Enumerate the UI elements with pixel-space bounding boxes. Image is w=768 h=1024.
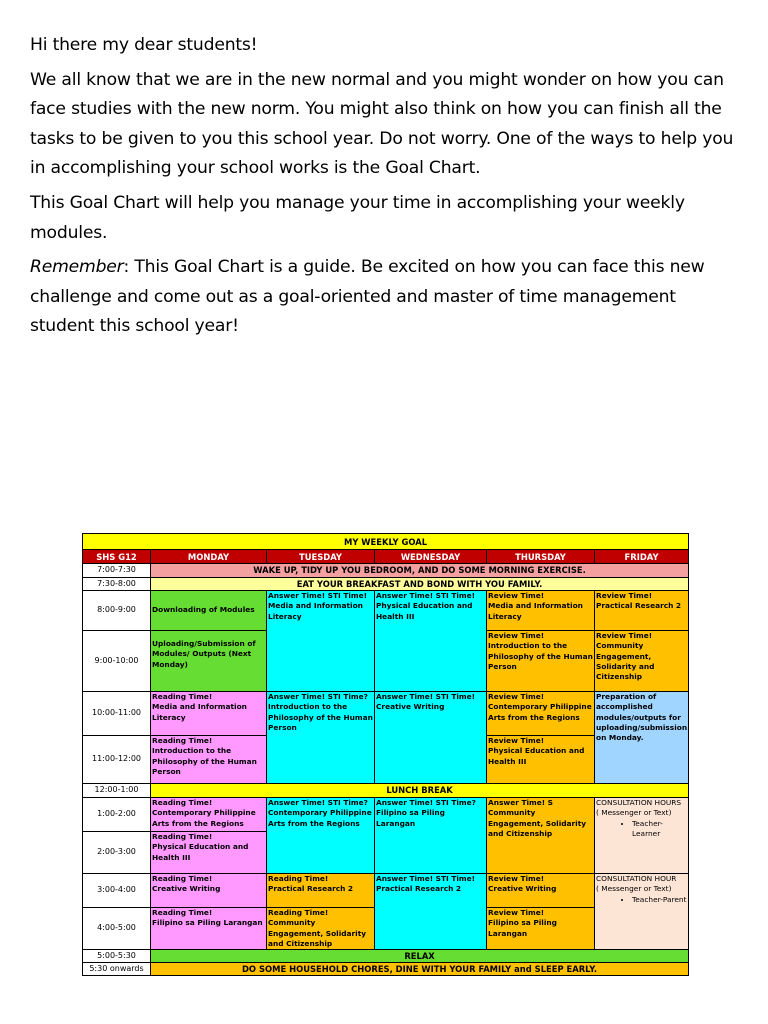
cell-subject: Physical Education and Health III <box>488 746 585 766</box>
schedule-cell <box>487 736 595 784</box>
cell-subject: Filipino sa Piling Larangan <box>152 918 263 928</box>
chart-title: MY WEEKLY GOAL <box>83 534 689 550</box>
schedule-cell <box>267 798 375 874</box>
intro-paragraph-2: This Goal Chart will help you manage your time in accomplishing your weekly modules. <box>30 192 685 243</box>
cell-subject: Media and Information Literacy <box>488 601 583 621</box>
schedule-cell <box>487 591 595 631</box>
consultation-list <box>596 895 687 905</box>
cell-subject: Community Engagement, Solidarity and Citizenship <box>268 918 367 948</box>
cell-text: Downloading of Modules <box>152 605 255 615</box>
cell-subject: Community Engagement, Solidarity and Citizenship <box>596 641 655 682</box>
schedule-cell <box>151 832 267 874</box>
schedule-cell <box>375 692 487 784</box>
schedule-cell <box>375 798 487 874</box>
cell-title: Review Time! <box>488 631 545 640</box>
cell-subject: Introduction to the Philosophy of the Human Person <box>152 746 257 776</box>
schedule-cell <box>151 874 267 908</box>
cell-title: Answer Time! STI Time! <box>376 874 476 883</box>
cell-subject: Physical Education and Health III <box>152 842 249 862</box>
schedule-cell <box>595 591 689 631</box>
schedule-cell <box>151 692 267 736</box>
cell-title: Answer Time! STI Time! <box>376 692 476 701</box>
cell-subject: Community Engagement, Solidarity and Citizenship <box>488 808 587 838</box>
relax-banner: RELAX <box>151 950 689 963</box>
header-friday: FRIDAY <box>595 550 689 564</box>
time-label: 9:00-10:00 <box>83 631 151 692</box>
schedule-cell <box>487 874 595 908</box>
time-label: 8:00-9:00 <box>83 591 151 631</box>
cell-subject: Media and Information Literacy <box>152 702 247 722</box>
cell-subject: ( Messenger or Text) <box>596 808 672 818</box>
remember-text: : This Goal Chart is a guide. Be excited on how you can face this new challenge and come out as a goal-oriented and master of time management student this school year! <box>30 257 705 337</box>
intro-paragraph-3 <box>30 253 742 342</box>
cell-text: Uploading/Submission of Modules/ Outputs (Next Monday) <box>152 639 256 669</box>
schedule-cell <box>375 874 487 950</box>
header-monday: MONDAY <box>151 550 267 564</box>
greeting: Hi there my dear students! <box>30 35 258 55</box>
time-label: 5:00-5:30 <box>83 950 151 963</box>
cell-subject: Creative Writing <box>152 884 221 894</box>
list-item: • Teacher-Learner <box>632 819 687 839</box>
breakfast-banner: EAT YOUR BREAKFAST AND BOND WITH YOU FAMILY. <box>151 578 689 591</box>
cell-title: Reading Time! <box>152 692 213 701</box>
time-label: 7:00-7:30 <box>83 564 151 578</box>
schedule-cell <box>595 631 689 692</box>
cell-text: Preparation of accomplished modules/outputs for uploading/submission on Monday. <box>596 692 688 743</box>
header-grade: SHS G12 <box>83 550 151 564</box>
intro-text <box>30 31 742 347</box>
cell-subject: Practical Research 2 <box>596 601 682 611</box>
cell-subject: Media and Information Literacy <box>268 601 363 621</box>
cell-subject: Filipino sa Piling Larangan <box>376 808 445 828</box>
cell-subject: Filipino sa Piling Larangan <box>488 918 557 938</box>
cell-title: Reading Time! <box>268 908 329 917</box>
time-label: 3:00-4:00 <box>83 874 151 908</box>
cell-title: Answer Time! STI Time? <box>268 692 368 701</box>
cell-subject: ( Messenger or Text) <box>596 884 672 894</box>
time-label: 2:00-3:00 <box>83 832 151 874</box>
cell-title: Review Time! <box>488 692 545 701</box>
intro-paragraph-1: We all know that we are in the new normal and you might wonder on how you can face studies with the new norm. You might also think on how you can finish all the tasks to be given to you this school year. Do not worry. One of the ways to help you in accomplishing your school works is the Goal Chart. <box>30 69 734 179</box>
schedule-cell <box>595 798 689 874</box>
cell-subject: Contemporary Philippine Arts from the Regions <box>488 702 592 722</box>
cell-title: Review Time! <box>596 631 653 640</box>
time-label: 5:30 onwards <box>83 963 151 976</box>
cell-title: Answer Time! STI Time? <box>268 798 368 807</box>
consultation-list <box>596 819 687 839</box>
time-label: 12:00-1:00 <box>83 784 151 798</box>
weekly-goal-table <box>82 533 689 976</box>
cell-title: Answer Time! STI Time? <box>376 798 476 807</box>
cell-title: Review Time! <box>488 908 545 917</box>
cell-title: Review Time! <box>488 736 545 745</box>
time-label: 11:00-12:00 <box>83 736 151 784</box>
cell-subject: Practical Research 2 <box>268 884 354 894</box>
cell-title: Reading Time! <box>268 874 329 883</box>
cell-title: Reading Time! <box>152 798 213 807</box>
cell-title: Reading Time! <box>152 736 213 745</box>
cell-title: Review Time! <box>488 591 545 600</box>
remember-label: Remember <box>30 257 124 278</box>
cell-subject: Creative Writing <box>488 884 557 894</box>
cell-subject: Practical Research 2 <box>376 884 462 894</box>
cell-title: Answer Time! STI Time! <box>268 591 368 600</box>
schedule-cell <box>267 908 375 950</box>
cell-title: CONSULTATION HOURS <box>596 798 682 807</box>
cell-title: Reading Time! <box>152 874 213 883</box>
evening-banner: DO SOME HOUSEHOLD CHORES, DINE WITH YOUR FAMILY and SLEEP EARLY. <box>151 963 689 976</box>
schedule-cell <box>151 908 267 950</box>
schedule-cell <box>487 692 595 736</box>
time-label: 7:30-8:00 <box>83 578 151 591</box>
header-wednesday: WEDNESDAY <box>375 550 487 564</box>
header-tuesday: TUESDAY <box>267 550 375 564</box>
schedule-cell <box>595 692 689 784</box>
schedule-cell <box>151 736 267 784</box>
time-label: 10:00-11:00 <box>83 692 151 736</box>
time-label: 4:00-5:00 <box>83 908 151 950</box>
cell-title: Review Time! <box>596 591 653 600</box>
cell-subject: Creative Writing <box>376 702 445 712</box>
cell-subject: Introduction to the Philosophy of the Human Person <box>488 641 593 671</box>
schedule-cell <box>267 874 375 908</box>
cell-title: Answer Time! S <box>488 798 553 807</box>
cell-subject: Contemporary Philippine Arts from the Regions <box>152 808 256 828</box>
schedule-cell <box>487 631 595 692</box>
cell-subject: Contemporary Philippine Arts from the Regions <box>268 808 372 828</box>
list-item: • Teacher-Parent <box>632 895 687 905</box>
cell-subject: Physical Education and Health III <box>376 601 473 621</box>
lunch-banner: LUNCH BREAK <box>151 784 689 798</box>
cell-title: Reading Time! <box>152 832 213 841</box>
schedule-cell <box>267 692 375 784</box>
schedule-cell <box>151 591 267 631</box>
wake-up-banner: WAKE UP, TIDY UP YOU BEDROOM, AND DO SOME MORNING EXERCISE. <box>151 564 689 578</box>
schedule-cell <box>267 591 375 692</box>
schedule-cell <box>375 591 487 692</box>
time-label: 1:00-2:00 <box>83 798 151 832</box>
schedule-cell <box>151 798 267 832</box>
cell-title: Reading Time! <box>152 908 213 917</box>
cell-title: Review Time! <box>488 874 545 883</box>
schedule-cell <box>487 908 595 950</box>
schedule-cell <box>595 874 689 950</box>
schedule-cell <box>487 798 595 874</box>
cell-subject: Introduction to the Philosophy of the Human Person <box>268 702 373 732</box>
cell-title: Answer Time! STI Time! <box>376 591 476 600</box>
cell-title: CONSULTATION HOUR <box>596 874 677 883</box>
header-thursday: THURSDAY <box>487 550 595 564</box>
schedule-cell <box>151 631 267 692</box>
